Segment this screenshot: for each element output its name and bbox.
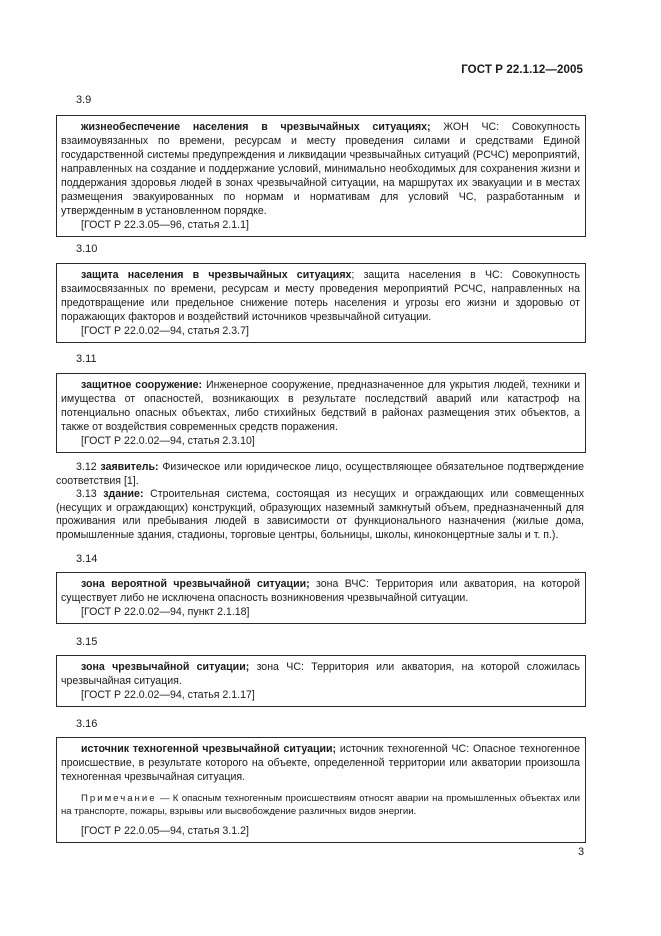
- term-3-11: защитное сооружение:: [81, 379, 203, 391]
- term-3-9: жизнеобеспечение населения в чрезвычайных ситуациях;: [81, 121, 431, 133]
- document-standard-header: ГОСТ Р 22.1.12—2005: [461, 64, 583, 76]
- reference-3-16: [ГОСТ Р 22.0.05—94, статья 3.1.2]: [81, 825, 249, 837]
- clause-number-3-16: 3.16: [76, 718, 98, 730]
- definition-box-3-16: [56, 737, 586, 843]
- definition-box-3-14: [56, 572, 586, 624]
- definition-text-3-14: [61, 577, 580, 605]
- note-label: Примечание: [81, 793, 157, 804]
- definition-text-3-11: [61, 378, 580, 434]
- definition-box-3-11: [56, 373, 586, 453]
- definition-body-3-10: ; защита населения в ЧС: Совокупность взаимосвязанных по времени, ресурсам и месту проведения мероприятий РСЧС, направленных на предотвращение или предельное снижение потерь населения и угрозы его жизни и здоровью от поражающих факторов и воздействий источников чрезвычайной ситуации.: [61, 269, 581, 323]
- clause-number-3-10: 3.10: [76, 243, 98, 255]
- term-3-16: источник техногенной чрезвычайной ситуации;: [81, 743, 337, 755]
- reference-3-10: [ГОСТ Р 22.0.02—94, статья 2.3.7]: [81, 325, 249, 337]
- definition-body-3-11: Инженерное сооружение, предназначенное для укрытия людей, техники и имущества от опасностей, возникающих в результате последствий аварий или катастроф на потенциально опасных объектах, либо стихийных бедствий в районах размещения этих объектов, а также от воздействия современных средств поражения.: [61, 379, 580, 433]
- term-3-14: зона вероятной чрезвычайной ситуации;: [81, 578, 310, 590]
- plain-definitions: [56, 461, 584, 542]
- definition-body-3-9: ЖОН ЧС: Совокупность взаимоувязанных по времени, ресурсам и месту проведения силами и средствами Единой государственной системы предупреждения и ликвидации чрезвычайных ситуаций (РСЧС) мероприятий, направленных на создание и поддержание условий, минимально необходимых для сохранения жизни и поддержания здоровья людей в зонах чрезвычайной ситуации, на маршрутах их эвакуации и в местах размещения эвакуированных по нормам и нормативам для условий ЧС, разработанным и утвержденным в установленном порядке.: [61, 121, 580, 217]
- definition-box-3-10: [56, 263, 586, 343]
- term-3-13: здание:: [103, 488, 144, 500]
- clause-number-3-13: 3.13: [76, 488, 97, 500]
- clause-number-3-15: 3.15: [76, 636, 98, 648]
- page-number: 3: [578, 846, 585, 858]
- reference-3-9: [ГОСТ Р 22.3.05—96, статья 2.1.1]: [81, 219, 249, 231]
- note-3-16: [61, 792, 580, 818]
- term-3-15: зона чрезвычайной ситуации;: [81, 661, 250, 673]
- definition-body-3-13: Строительная система, состоящая из несущих и ограждающих или совмещенных (несущих и ограждающих) конструкций, образующих наземный замкнутый объем, предназначенный для проживания или пребывания людей в зависимости от функционального назначения (жилые дома, промышленные здания, стадионы, торговые центры, больницы, школы, киноконцертные залы и т. п.).: [56, 488, 584, 541]
- clause-number-3-9: 3.9: [76, 94, 92, 106]
- definition-text-3-12: [56, 461, 584, 488]
- definition-body-3-14: зона ВЧС: Территория или акватория, на которой существует либо не исключена опасность возникновения чрезвычайной ситуации.: [61, 578, 580, 604]
- clause-number-3-14: 3.14: [76, 553, 98, 565]
- clause-number-3-11: 3.11: [76, 353, 97, 365]
- definition-text-3-15: [61, 660, 580, 688]
- reference-3-15: [ГОСТ Р 22.0.02—94, статья 2.1.17]: [81, 689, 255, 701]
- note-text: — К опасным техногенным происшествиям относят аварии на промышленных объектах или на транспорте, пожары, взрывы или высвобождение различных видов энергии.: [61, 793, 580, 817]
- definition-text-3-13: [56, 488, 584, 542]
- term-3-10: защита населения в чрезвычайных ситуациях: [81, 269, 352, 281]
- definition-text-3-10: [61, 268, 580, 324]
- definition-body-3-16: источник техногенной ЧС: Опасное техногенное происшествие, в результате которого на объекте, определенной территории или акватории произошла техногенная чрезвычайная ситуация.: [61, 743, 580, 783]
- definition-body-3-15: зона ЧС: Территория или акватория, на которой сложилась чрезвычайная ситуация.: [61, 661, 581, 687]
- definition-text-3-16: [61, 742, 580, 784]
- reference-3-14: [ГОСТ Р 22.0.02—94, пункт 2.1.18]: [81, 606, 250, 618]
- definition-body-3-12: Физическое или юридическое лицо, осуществляющее обязательное подтверждение соответствия [1].: [56, 461, 584, 487]
- reference-3-11: [ГОСТ Р 22.0.02—94, статья 2.3.10]: [81, 435, 255, 447]
- definition-text-3-9: [61, 120, 580, 218]
- definition-box-3-15: [56, 655, 586, 707]
- term-3-12: заявитель:: [100, 461, 159, 473]
- clause-number-3-12: 3.12: [76, 461, 97, 473]
- definition-box-3-9: [56, 115, 586, 237]
